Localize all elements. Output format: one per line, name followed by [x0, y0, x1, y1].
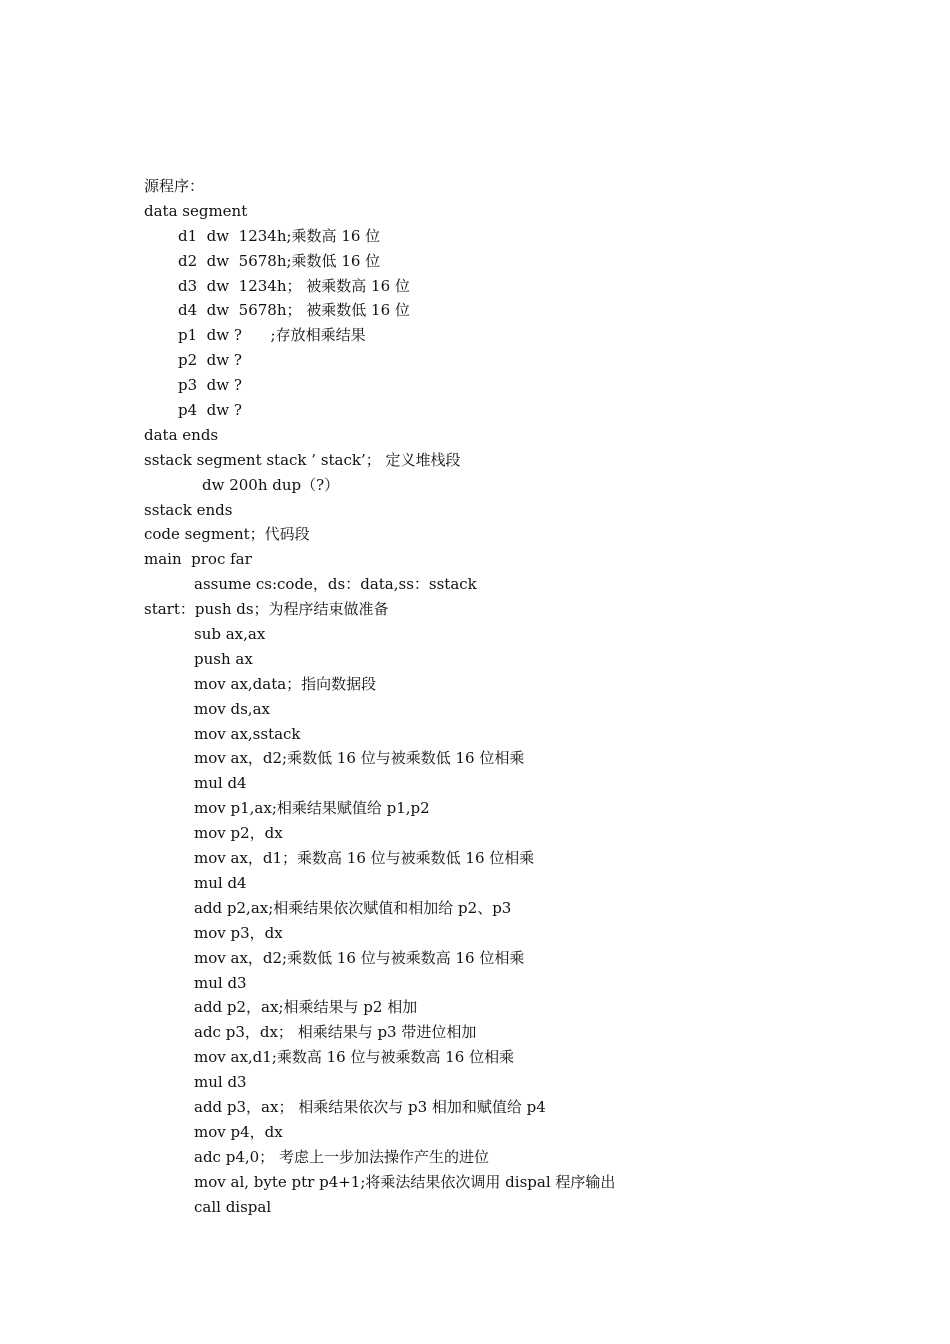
assembly-source-listing — [144, 174, 904, 1219]
code-line: assume cs:code，ds：data,ss：sstack — [194, 575, 477, 594]
code-line: mov p4，dx — [194, 1122, 283, 1141]
code-line: mov ax,data；指向数据段 — [194, 674, 377, 693]
code-line: p2 dw ? — [178, 351, 242, 370]
code-line: push ax — [194, 649, 253, 668]
code-line: d1 dw 1234h;乘数高 16 位 — [178, 226, 381, 245]
code-line: sub ax,ax — [194, 625, 266, 644]
code-line: dw 200h dup（?） — [202, 475, 340, 494]
source-heading: 源程序： — [144, 177, 205, 195]
code-line: sstack ends — [144, 500, 233, 519]
code-line: mov ds,ax — [194, 699, 270, 718]
code-line: p1 dw ? ;存放相乘结果 — [178, 326, 366, 345]
code-line: p4 dw ? — [178, 401, 242, 420]
code-line: sstack segment stack ’ stack’； 定义堆栈段 — [144, 450, 461, 469]
code-line: code segment；代码段 — [144, 525, 310, 544]
code-line: mov ax,sstack — [194, 724, 301, 743]
code-line: add p2,ax;相乘结果依次赋值和相加给 p2、p3 — [194, 898, 512, 917]
code-line: d4 dw 5678h； 被乘数低 16 位 — [178, 301, 410, 320]
code-line: mul d4 — [194, 873, 247, 892]
code-line: mov ax，d1；乘数高 16 位与被乘数低 16 位相乘 — [194, 849, 535, 868]
code-line: call dispal — [194, 1197, 272, 1216]
code-line: mul d3 — [194, 1073, 247, 1092]
code-line: mov p1,ax;相乘结果赋值给 p1,p2 — [194, 799, 430, 818]
code-line: mov ax，d2;乘数低 16 位与被乘数高 16 位相乘 — [194, 948, 525, 967]
code-line: add p2，ax;相乘结果与 p2 相加 — [194, 998, 418, 1017]
code-line: d3 dw 1234h； 被乘数高 16 位 — [178, 276, 410, 295]
code-line: d2 dw 5678h;乘数低 16 位 — [178, 251, 381, 270]
code-line: mov p3，dx — [194, 923, 283, 942]
code-line: main proc far — [144, 550, 252, 569]
code-line: adc p4,0； 考虑上一步加法操作产生的进位 — [194, 1147, 489, 1166]
code-line: mov ax，d2;乘数低 16 位与被乘数低 16 位相乘 — [194, 749, 525, 768]
code-line: mul d4 — [194, 774, 247, 793]
code-line: start：push ds；为程序结束做准备 — [144, 600, 389, 619]
code-line: mul d3 — [194, 973, 247, 992]
code-line: add p3，ax； 相乘结果依次与 p3 相加和赋值给 p4 — [194, 1097, 546, 1116]
code-line: mov al, byte ptr p4+1;将乘法结果依次调用 dispal 程序输出 — [194, 1172, 616, 1191]
code-line: mov p2，dx — [194, 824, 283, 843]
code-line: adc p3，dx； 相乘结果与 p3 带进位相加 — [194, 1023, 477, 1042]
code-line: mov ax,d1;乘数高 16 位与被乘数高 16 位相乘 — [194, 1048, 515, 1067]
code-line: p3 dw ? — [178, 376, 242, 395]
code-line: data ends — [144, 425, 219, 444]
code-line: data segment — [144, 201, 248, 220]
